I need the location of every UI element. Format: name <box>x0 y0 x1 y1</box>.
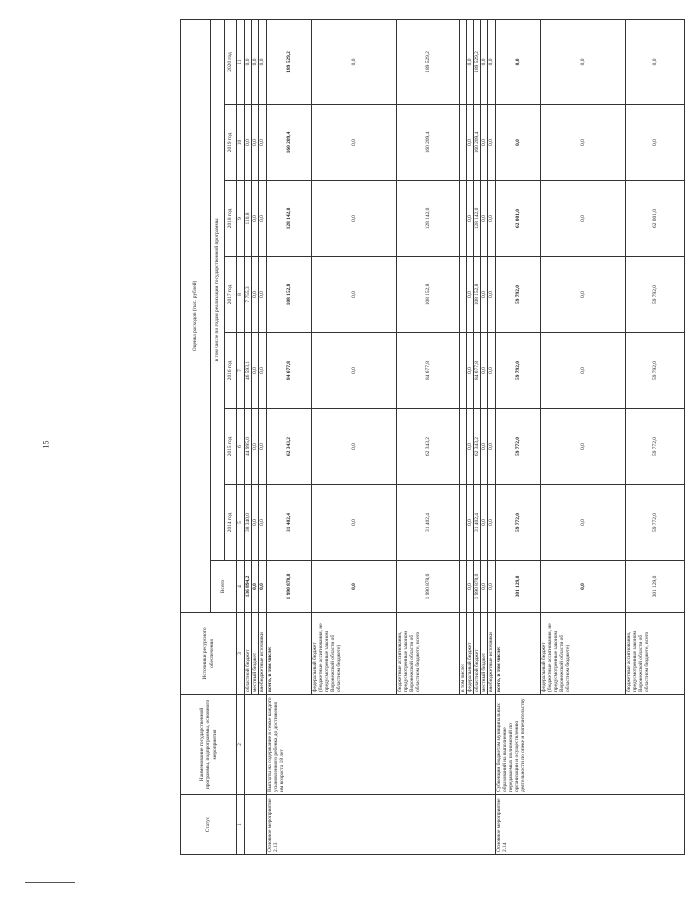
source-cell: областной бюджет <box>474 613 481 695</box>
column-index: 9 <box>237 181 245 257</box>
value-cell: 59 772,0 <box>495 485 540 561</box>
value-cell: 0,0 <box>481 485 488 561</box>
value-cell: 0,0 <box>311 485 396 561</box>
value-cell: 1 990 878,0 <box>266 561 311 613</box>
budget-table <box>180 19 685 855</box>
value-cell: 59 772,0 <box>625 409 684 485</box>
value-cell: 46 593,1 <box>245 333 252 409</box>
value-cell: 0,0 <box>481 19 488 104</box>
value-cell: 0,0 <box>481 257 488 333</box>
source-cell: бюджетные ассигнования, предусмотренные законом Воронежской области об областном бюджете, всего <box>625 613 684 695</box>
value-cell: 0,0 <box>481 181 488 257</box>
value-cell: 108 152,8 <box>396 257 459 333</box>
value-cell: 301 129,0 <box>495 561 540 613</box>
column-index: 2 <box>237 695 245 795</box>
value-cell: 0,0 <box>245 19 252 104</box>
source-cell: федеральный бюджет (бюджетные ассигнования, не предусмотренные законом Воронежской области об областном бюджете) <box>540 613 625 695</box>
value-cell: 0,0 <box>625 19 684 104</box>
value-cell <box>459 19 466 104</box>
source-cell: всего, в том числе: <box>495 613 540 695</box>
value-cell: 0,0 <box>259 181 266 257</box>
value-cell: 0,0 <box>488 105 495 181</box>
value-cell: 0,0 <box>466 181 473 257</box>
value-cell: 0,0 <box>481 561 488 613</box>
value-cell: 0,0 <box>259 105 266 181</box>
value-cell: 0,0 <box>252 409 259 485</box>
header-year: 2014 год <box>225 485 237 561</box>
source-cell: областной бюджет <box>245 613 252 695</box>
value-cell: 0,0 <box>466 257 473 333</box>
header-year: 2020 год <box>225 19 237 104</box>
value-cell: 160 209,4 <box>266 105 311 181</box>
value-cell: 44 995,0 <box>245 409 252 485</box>
value-cell: 59 792,0 <box>625 333 684 409</box>
value-cell: 136 894,2 <box>245 561 252 613</box>
value-cell: 301 129,0 <box>625 561 684 613</box>
column-index: 11 <box>237 19 245 104</box>
header-source: Источники ресурсного обеспечения <box>181 613 237 695</box>
source-cell: местный бюджет <box>481 613 488 695</box>
status-cell: Основное мероприятие 2.14 <box>495 795 684 855</box>
value-cell <box>459 257 466 333</box>
value-cell: 0,0 <box>488 561 495 613</box>
value-cell: 0,0 <box>311 19 396 104</box>
value-cell: 0,0 <box>311 181 396 257</box>
value-cell: 108 152,8 <box>266 257 311 333</box>
value-cell: 0,0 <box>259 561 266 613</box>
value-cell: 62 343,2 <box>474 409 481 485</box>
value-cell: 0,0 <box>495 19 540 104</box>
value-cell: 59 792,0 <box>495 333 540 409</box>
value-cell: 0,0 <box>466 105 473 181</box>
status-cell <box>245 795 267 855</box>
value-cell: 0,0 <box>259 333 266 409</box>
value-cell: 0,0 <box>540 257 625 333</box>
value-cell: 38 340,0 <box>245 485 252 561</box>
value-cell: 108 152,8 <box>474 257 481 333</box>
header-year: 2019 год <box>225 105 237 181</box>
value-cell: 0,0 <box>540 181 625 257</box>
value-cell: 0,0 <box>466 561 473 613</box>
value-cell: 7 755,3 <box>245 257 252 333</box>
source-cell: всего, в том числе: <box>266 613 311 695</box>
column-index: 5 <box>237 485 245 561</box>
column-index: 1 <box>237 795 245 855</box>
value-cell: 0,0 <box>488 409 495 485</box>
value-cell: 0,0 <box>252 257 259 333</box>
value-cell: 0,0 <box>466 409 473 485</box>
column-index: 3 <box>237 613 245 695</box>
value-cell: 0,0 <box>488 181 495 257</box>
value-cell: 0,0 <box>259 257 266 333</box>
footnote-rule <box>25 882 75 883</box>
value-cell: 0,0 <box>540 105 625 181</box>
value-cell: 0,0 <box>540 409 625 485</box>
source-cell: федеральный бюджет (бюджетные ассигнования, не предусмотренные законом Воронежской области об областном бюджете) <box>311 613 396 695</box>
value-cell: 0,0 <box>540 485 625 561</box>
value-cell: 0,0 <box>311 257 396 333</box>
source-cell: федеральный бюджет <box>466 613 473 695</box>
value-cell: 0,0 <box>311 105 396 181</box>
column-index: 10 <box>237 105 245 181</box>
source-cell: в том числе: <box>459 613 466 695</box>
value-cell: 0,0 <box>252 485 259 561</box>
value-cell: 59 772,0 <box>625 485 684 561</box>
value-cell: 0,0 <box>488 485 495 561</box>
value-cell <box>459 181 466 257</box>
value-cell: 0,0 <box>311 333 396 409</box>
value-cell: 0,0 <box>252 333 259 409</box>
value-cell: 0,0 <box>311 409 396 485</box>
header-estimate: Оценка расходов (тыс. рублей) <box>181 19 211 612</box>
name-cell: Субвенции бюджетам муниципальных образований на выполнение передаваемых полномочий по организации и осуществлению деятельности по опеке и попечительству <box>495 695 684 795</box>
rotated-document <box>180 20 658 855</box>
source-cell: местный бюджет <box>252 613 259 695</box>
value-cell: 84 677,8 <box>474 333 481 409</box>
column-index: 6 <box>237 409 245 485</box>
column-index-row <box>237 19 245 854</box>
value-cell: 128 142,0 <box>396 181 459 257</box>
value-cell: 110,8 <box>245 181 252 257</box>
table-row <box>245 19 252 854</box>
table-body <box>237 19 685 854</box>
source-cell: внебюджетные источники <box>488 613 495 695</box>
value-cell: 0,0 <box>252 105 259 181</box>
value-cell <box>459 485 466 561</box>
value-cell <box>459 105 466 181</box>
table-row <box>266 19 311 854</box>
value-cell: 0,0 <box>466 333 473 409</box>
value-cell <box>459 561 466 613</box>
value-cell: 189 529,2 <box>266 19 311 104</box>
value-cell: 0,0 <box>488 333 495 409</box>
table-row <box>495 19 540 854</box>
header-status: Статус <box>181 795 237 855</box>
value-cell: 0,0 <box>466 19 473 104</box>
value-cell: 84 677,8 <box>266 333 311 409</box>
value-cell: 0,0 <box>252 19 259 104</box>
page-number: 15 <box>41 440 51 449</box>
value-cell: 31 402,4 <box>396 485 459 561</box>
value-cell: 0,0 <box>466 485 473 561</box>
value-cell: 0,0 <box>481 105 488 181</box>
value-cell: 0,0 <box>259 19 266 104</box>
value-cell: 62 343,2 <box>266 409 311 485</box>
value-cell: 0,0 <box>495 105 540 181</box>
value-cell: 0,0 <box>259 485 266 561</box>
value-cell: 0,0 <box>540 19 625 104</box>
value-cell: 0,0 <box>252 561 259 613</box>
value-cell: 59 792,0 <box>495 257 540 333</box>
source-cell: бюджетные ассигнования, предусмотренные законом Воронежской области об областном бюджете, всего <box>396 613 459 695</box>
value-cell: 0,0 <box>540 333 625 409</box>
header-year: 2015 год <box>225 409 237 485</box>
header-name: Наименование государственной программы, подпрограммы, основного мероприятия <box>181 695 237 795</box>
header-year: 2018 год <box>225 181 237 257</box>
value-cell: 31 402,4 <box>474 485 481 561</box>
value-cell: 0,0 <box>625 105 684 181</box>
value-cell: 0,0 <box>252 181 259 257</box>
value-cell: 189 529,2 <box>474 19 481 104</box>
header-total: Всего <box>211 561 237 613</box>
value-cell: 1 990 878,0 <box>474 561 481 613</box>
value-cell: 0,0 <box>488 257 495 333</box>
name-cell: Выплаты на содержание в семье каждого усыновленного ребенка до достижения им возраста 18 лет <box>266 695 495 795</box>
column-index: 7 <box>237 333 245 409</box>
value-cell: 31 402,4 <box>266 485 311 561</box>
column-index: 4 <box>237 561 245 613</box>
value-cell: 62 001,0 <box>495 181 540 257</box>
value-cell <box>459 333 466 409</box>
value-cell: 160 209,4 <box>396 105 459 181</box>
header-year: 2016 год <box>225 333 237 409</box>
value-cell: 0,0 <box>311 561 396 613</box>
value-cell: 189 529,2 <box>396 19 459 104</box>
value-cell: 0,0 <box>481 409 488 485</box>
value-cell <box>459 409 466 485</box>
value-cell: 160 209,4 <box>474 105 481 181</box>
value-cell: 1 990 878,0 <box>396 561 459 613</box>
value-cell: 0,0 <box>540 561 625 613</box>
value-cell: 59 772,0 <box>495 409 540 485</box>
name-cell <box>245 695 267 795</box>
column-index: 8 <box>237 257 245 333</box>
value-cell: 59 792,0 <box>625 257 684 333</box>
value-cell: 0,0 <box>488 19 495 104</box>
status-cell: Основное мероприятие 2.13 <box>266 795 495 855</box>
value-cell: 128 142,0 <box>266 181 311 257</box>
value-cell: 0,0 <box>481 333 488 409</box>
value-cell: 84 677,8 <box>396 333 459 409</box>
header-year: 2017 год <box>225 257 237 333</box>
header-by-years: в том числе по годам реализации государственной программы <box>211 19 225 560</box>
value-cell: 0,0 <box>259 409 266 485</box>
value-cell: 62 001,0 <box>625 181 684 257</box>
value-cell: 128 142,0 <box>474 181 481 257</box>
value-cell: 0,0 <box>245 105 252 181</box>
value-cell: 62 343,2 <box>396 409 459 485</box>
source-cell: внебюджетные источники <box>259 613 266 695</box>
